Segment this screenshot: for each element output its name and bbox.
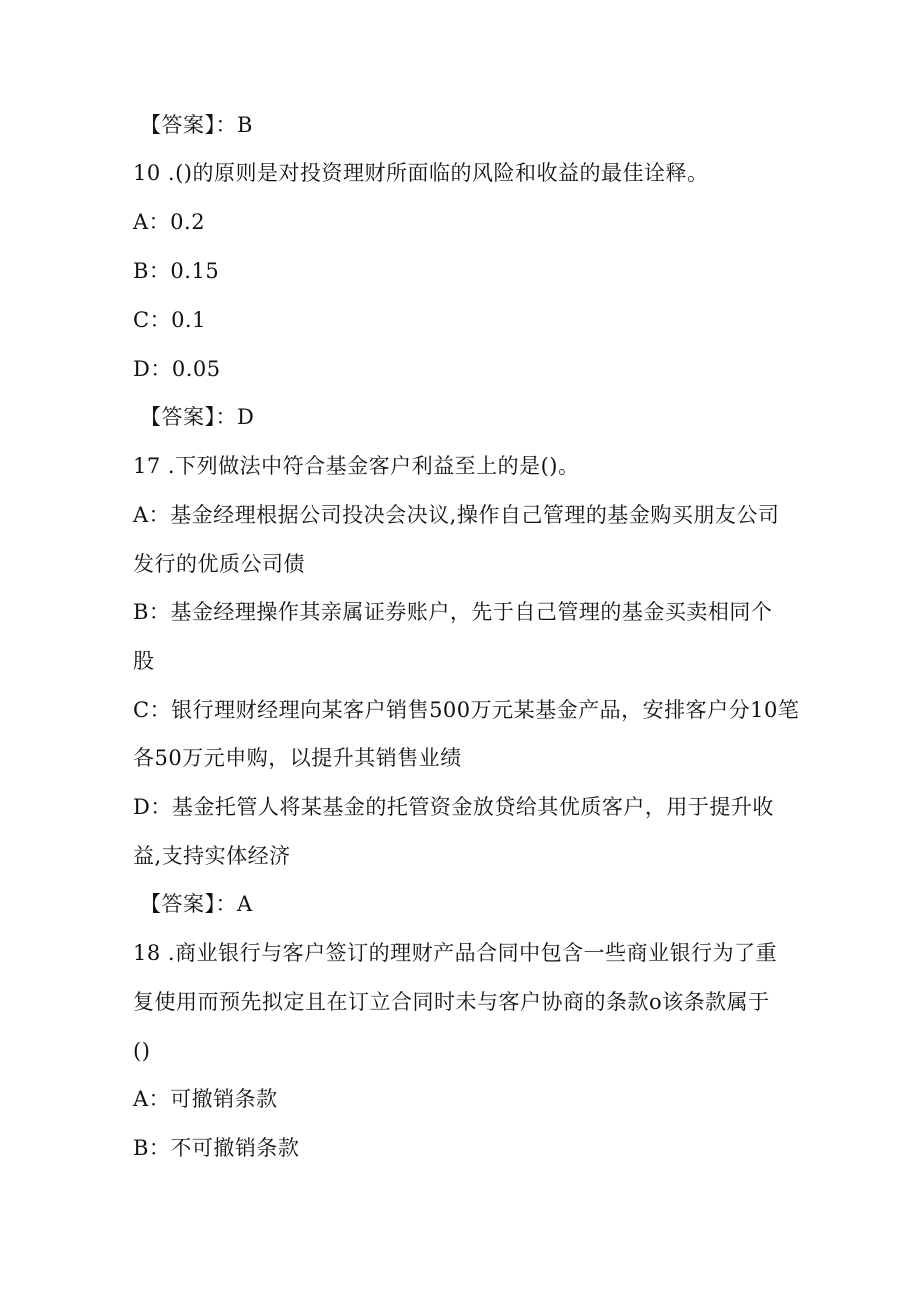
option-line: B：基金经理操作其亲属证券账户，先于自己管理的基金买卖相同个 — [133, 600, 773, 624]
option-line: 益,支持实体经济 — [133, 844, 291, 868]
option-line: 发行的优质公司债 — [133, 552, 305, 576]
question-line: 复使用而预先拟定且在订立合同时未与客户协商的条款o该条款属于 — [133, 990, 770, 1014]
question-line: 17 .下列做法中符合基金客户利益至上的是()。 — [133, 454, 580, 478]
answer-line: 【答案】：B — [140, 113, 253, 137]
question-line: () — [133, 1039, 151, 1063]
question-line: 18 .商业银行与客户签订的理财产品合同中包含一些商业银行为了重 — [133, 941, 778, 965]
option-line: C：银行理财经理向某客户销售500万元某基金产品，安排客户分10笔 — [133, 698, 800, 722]
option-line: 股 — [133, 649, 155, 673]
question-line: 10 .()的原则是对投资理财所面临的风险和收益的最佳诠释。 — [133, 161, 709, 185]
option-line: 各50万元申购，以提升其销售业绩 — [133, 746, 462, 770]
answer-line: 【答案】：A — [140, 892, 253, 916]
option-line: A：0.2 — [133, 210, 206, 234]
option-line: A：可撤销条款 — [133, 1087, 278, 1111]
option-line: C：0.1 — [133, 308, 206, 332]
option-line: D：基金托管人将某基金的托管资金放贷给其优质客户，用于提升收 — [133, 795, 774, 819]
answer-line: 【答案】：D — [140, 405, 255, 429]
option-line: A：基金经理根据公司投决会决议,操作自己管理的基金购买朋友公司 — [133, 503, 780, 527]
option-line: B：不可撤销条款 — [133, 1136, 300, 1160]
option-line: B：0.15 — [133, 259, 220, 283]
option-line: D：0.05 — [133, 357, 221, 381]
